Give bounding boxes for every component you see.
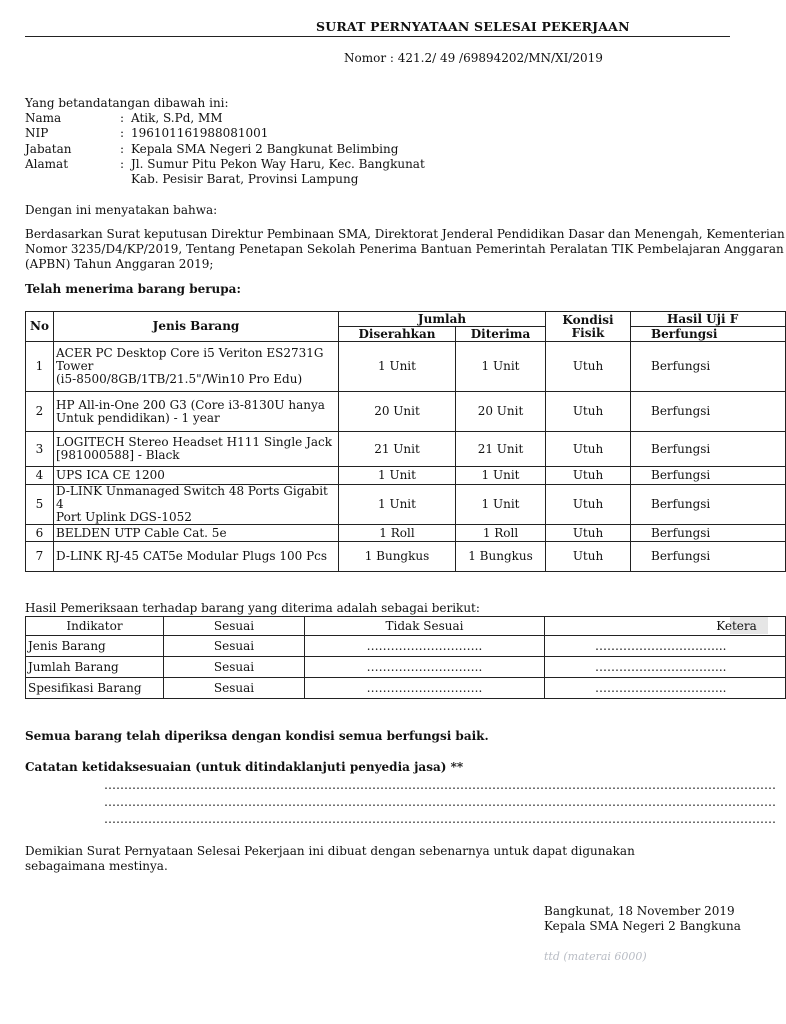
title-rule [25,36,730,37]
identity-colon: : [120,142,125,156]
row-no: 6 [26,525,54,542]
row-hasil: Berfungsi [631,342,786,392]
header-no: No [26,312,54,342]
row-jenis [54,525,339,542]
catatan-lines [104,778,776,830]
identity-label: Alamat [25,157,69,171]
row-kondisi: Utuh [546,432,631,467]
catatan-line: …………………………………………………………………………………………………………………………………………………… [104,812,776,826]
check-header-tidak-sesuai: Tidak Sesuai [305,617,545,636]
table-row [26,525,786,542]
row-jenis-line: Untuk pendidikan) - 1 year [56,410,220,425]
signature-place-date: Bangkunat, 18 November 2019 [544,904,735,918]
table-row [26,467,786,485]
document-title: SURAT PERNYATAAN SELESAI PEKERJAAN [316,19,630,34]
row-diterima: 21 Unit [456,432,546,467]
row-hasil: Berfungsi [631,392,786,432]
table-row [26,342,786,392]
address-line-2: Kab. Pesisir Barat, Provinsi Lampung [131,172,359,186]
identity-value: Jl. Sumur Pitu Pekon Way Haru, Kec. Bangkunat [131,157,425,171]
identity-value: Atik, S.Pd, MM [131,111,223,125]
row-jenis-line: Port Uplink DGS-1052 [56,510,192,524]
table-row [26,636,786,657]
identity-label: Nama [25,111,62,125]
catatan-line: …………………………………………………………………………………………………………………………………………………… [104,795,776,809]
row-jenis-line: D-LINK Unmanaged Switch 48 Ports Gigabit 4 [56,484,328,511]
header-kondisi [546,312,631,342]
row-diserahkan: 1 Unit [339,467,456,485]
row-jenis-line: BELDEN UTP Cable Cat. 5e [56,525,227,540]
header-diserahkan: Diserahkan [339,327,456,342]
row-jenis [54,392,339,432]
row-jenis [54,467,339,485]
row-jenis [54,432,339,467]
table-row [26,678,786,699]
row-jenis-line: [981000588] - Black [56,448,180,462]
row-diserahkan: 21 Unit [339,432,456,467]
identity-value: 196101161988081001 [131,126,269,140]
check-table-wrapper [25,616,757,700]
row-jenis-line: D-LINK RJ-45 CAT5e Modular Plugs 100 Pcs [56,549,328,563]
document-number: Nomor : 421.2/ 49 /69894202/MN/XI/2019 [344,51,603,65]
check-intro: Hasil Pemeriksaan terhadap barang yang diterima adalah sebagai berikut: [25,601,480,615]
check-indikator: Jenis Barang [26,636,164,657]
row-no: 3 [26,432,54,467]
signature-position: Kepala SMA Negeri 2 Bangkuna [544,919,741,933]
identity-colon: : [120,157,125,171]
row-kondisi: Utuh [546,542,631,572]
check-ket: …………………………... [545,636,786,657]
check-tidak: ……………………….. [305,657,545,678]
closing-line: sebagaimana mestinya. [25,859,168,873]
table-row [26,485,786,525]
basis-line: (APBN) Tahun Anggaran 2019; [25,257,214,271]
identity-value: Kepala SMA Negeri 2 Bangkunat Belimbing [131,142,399,156]
items-table-wrapper [25,311,739,573]
header-kondisi-line1: Kondisi [562,312,614,327]
basis-line: Berdasarkan Surat keputusan Direktur Pembinaan SMA, Direktorat Jenderal Pendidikan Dasar dan Menengah, Kementerian [25,227,785,241]
header-jumlah: Jumlah [339,312,546,327]
row-hasil: Berfungsi [631,525,786,542]
row-jenis [54,342,339,392]
row-no: 4 [26,467,54,485]
check-tidak: ……………………….. [305,636,545,657]
row-no: 2 [26,392,54,432]
row-jenis-line: LOGITECH Stereo Headset H111 Single Jack [56,435,333,449]
row-diserahkan: 1 Bungkus [339,542,456,572]
row-jenis [54,485,339,525]
header-jenis: Jenis Barang [54,312,339,342]
row-diterima: 1 Bungkus [456,542,546,572]
row-kondisi: Utuh [546,485,631,525]
check-sesuai: Sesuai [164,678,305,699]
row-kondisi: Utuh [546,525,631,542]
header-diterima: Diterima [456,327,546,342]
check-header-indikator: Indikator [26,617,164,636]
basis-paragraph [25,227,785,275]
header-hasil-uji: Hasil Uji F [631,312,786,327]
catatan-line: …………………………………………………………………………………………………………………………………………………… [104,778,776,792]
row-diterima: 1 Unit [456,467,546,485]
check-ket: …………………………... [545,678,786,699]
row-jenis-line: (i5-8500/8GB/1TB/21.5"/Win10 Pro Edu) [56,372,303,386]
items-table [25,311,786,572]
row-hasil: Berfungsi [631,542,786,572]
identity-label: NIP [25,126,49,140]
row-no: 5 [26,485,54,525]
table-row [26,432,786,467]
row-jenis-line: Tower [56,359,94,373]
catatan-heading: Catatan ketidaksesuaian (untuk ditindaklanjuti penyedia jasa) ** [25,760,464,774]
intro-text: Yang betandatangan dibawah ini: [25,96,229,110]
check-indikator: Spesifikasi Barang [26,678,164,699]
row-kondisi: Utuh [546,467,631,485]
row-jenis-line: ACER PC Desktop Core i5 Veriton ES2731G [56,346,324,360]
row-diserahkan: 1 Unit [339,342,456,392]
check-sesuai: Sesuai [164,657,305,678]
received-heading: Telah menerima barang berupa: [25,282,241,296]
row-hasil: Berfungsi [631,467,786,485]
row-diterima: 1 Roll [456,525,546,542]
row-diserahkan: 1 Unit [339,485,456,525]
basis-line: Nomor 3235/D4/KP/2019, Tentang Penetapan Sekolah Penerima Bantuan Pemerintah Peralatan TIK Pembelajaran Anggaran [25,242,784,256]
identity-colon: : [120,111,125,125]
check-indikator: Jumlah Barang [26,657,164,678]
check-header-sesuai: Sesuai [164,617,305,636]
row-hasil: Berfungsi [631,432,786,467]
row-hasil: Berfungsi [631,485,786,525]
identity-label: Jabatan [25,142,72,156]
row-diserahkan: 1 Roll [339,525,456,542]
row-diterima: 1 Unit [456,485,546,525]
row-diterima: 20 Unit [456,392,546,432]
row-no: 1 [26,342,54,392]
check-tidak: ……………………….. [305,678,545,699]
row-kondisi: Utuh [546,342,631,392]
row-jenis-line: UPS ICA CE 1200 [56,468,165,482]
signature-block [544,904,741,966]
check-ket: …………………………... [545,657,786,678]
check-header-keterangan: Ketera [545,617,786,636]
statement-text: Dengan ini menyatakan bahwa: [25,203,218,217]
closing-line: Demikian Surat Pernyataan Selesai Pekerjaan ini dibuat dengan sebenarnya untuk dapat digunakan [25,844,635,858]
check-table [25,616,786,699]
table-row [26,542,786,572]
header-kondisi-line2: Fisik [571,325,605,340]
row-diserahkan: 20 Unit [339,392,456,432]
row-diterima: 1 Unit [456,342,546,392]
table-row [26,657,786,678]
signature-ttd: ttd (materai 6000) [544,950,647,963]
row-jenis-line: HP All-in-One 200 G3 (Core i3-8130U hanya [56,397,325,412]
row-jenis [54,542,339,572]
all-checked-text: Semua barang telah diperiksa dengan kondisi semua berfungsi baik. [25,729,489,743]
header-berfungsi: Berfungsi [631,327,786,342]
row-no: 7 [26,542,54,572]
identity-colon: : [120,126,125,140]
row-kondisi: Utuh [546,392,631,432]
check-sesuai: Sesuai [164,636,305,657]
table-row [26,392,786,432]
